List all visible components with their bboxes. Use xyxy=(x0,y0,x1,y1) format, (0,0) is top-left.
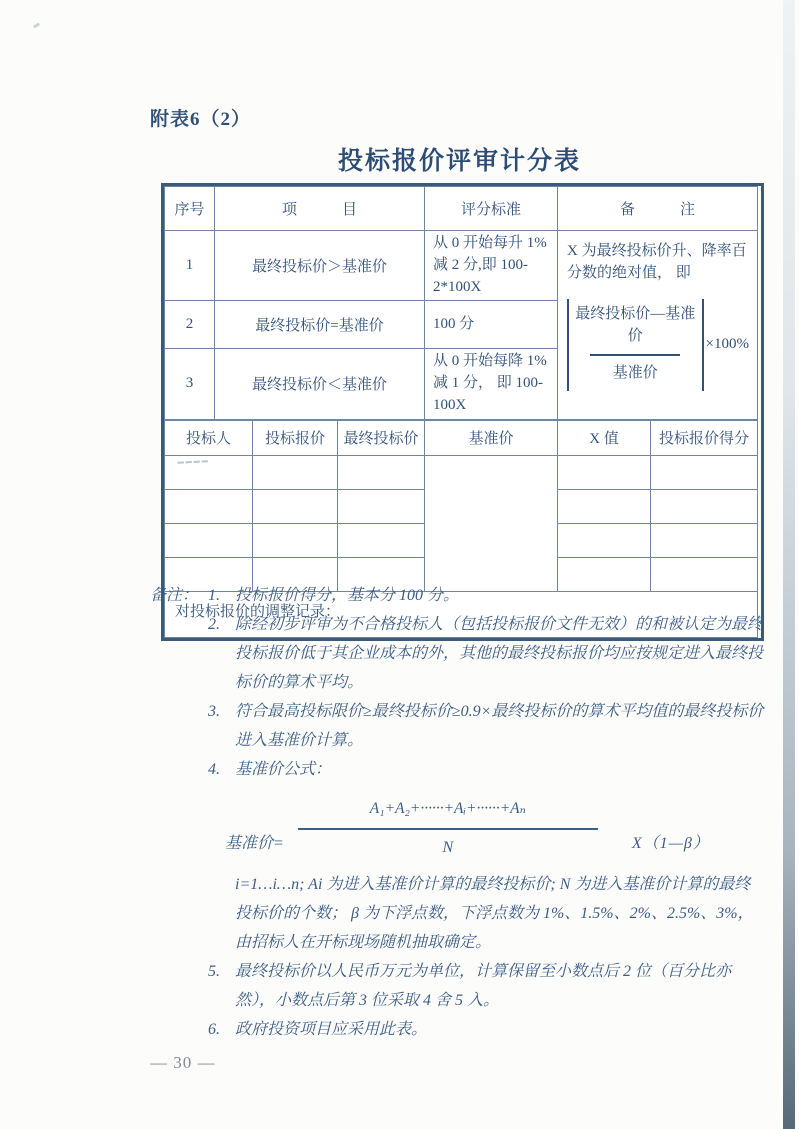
header-bid-price: 投标报价 xyxy=(253,420,338,455)
formula-explanation: i=1…i…n; Ai 为进入基准价计算的最终投标价; N 为进入基准价计算的最终投标价的个数； β 为下浮点数，下浮点数为 1%、1.5%、2%、2.5%、3%，由招标人在开标现场随机抽取确定。 xyxy=(235,876,754,951)
remark-cell xyxy=(558,231,758,420)
fraction-denominator: 基准价 xyxy=(612,365,658,382)
criteria-cell: 100 分 xyxy=(425,301,558,349)
note-number: 1. xyxy=(208,587,220,604)
header-final-bid-price: 最终投标价 xyxy=(338,420,425,455)
annex-label: 附表6（2） xyxy=(150,109,252,130)
note-item xyxy=(150,697,764,755)
note-number: 6. xyxy=(208,1021,220,1038)
remark-fraction xyxy=(569,304,702,385)
seq-cell: 1 xyxy=(165,231,215,301)
bid-price-cell xyxy=(253,523,338,557)
note-item xyxy=(150,755,764,784)
formula-fraction xyxy=(298,794,598,862)
note-item xyxy=(150,957,764,1015)
final-bid-price-cell xyxy=(338,523,425,557)
adjust-record-label: 对投标报价的调整记录： xyxy=(165,591,758,637)
seq-cell: 3 xyxy=(165,349,215,419)
header-x-value: X 值 xyxy=(558,420,651,455)
note-text: 除经初步评审为不合格投标人（包括投标报价文件无效）的和被认定为最终投标报价低于其企业成本的外，其他的最终投标报价均应按规定进入最终投标价的算术平均。 xyxy=(235,616,764,691)
x-value-cell xyxy=(558,489,651,523)
bid-price-cell xyxy=(253,455,338,489)
bidder-cell xyxy=(165,455,253,489)
x-value-cell xyxy=(558,523,651,557)
note-item xyxy=(150,610,764,697)
item-cell: 最终投标价=基准价 xyxy=(215,301,425,349)
scan-speck xyxy=(33,22,41,28)
final-bid-price-cell xyxy=(338,489,425,523)
page-title: 投标报价评审计分表 xyxy=(337,148,581,175)
criteria-header-row xyxy=(165,187,758,231)
notes-section xyxy=(150,581,764,1044)
seq-cell: 2 xyxy=(165,301,215,349)
bid-score-cell xyxy=(651,455,758,489)
header-bid-score: 投标报价得分 xyxy=(651,420,758,455)
note-text: 投标报价得分，基本分 100 分。 xyxy=(235,587,460,604)
remark-intro: X 为最终投标价升、降率百分数的绝对值， 即 xyxy=(567,243,747,281)
header-item: 项 目 xyxy=(215,187,425,231)
remark-formula xyxy=(567,297,749,393)
fraction-numerator: 最终投标价—基准价 xyxy=(575,305,696,344)
criteria-row-1 xyxy=(165,231,758,301)
final-bid-price-cell xyxy=(338,455,425,489)
bidder-cell xyxy=(165,523,253,557)
bid-score-cell xyxy=(651,489,758,523)
bidder-cell xyxy=(165,489,253,523)
bid-row xyxy=(165,455,758,489)
note-text: 符合最高投标限价≥最终投标价≥0.9×最终投标价的算术平均值的最终投标价进入基准价计算。 xyxy=(235,703,764,749)
evaluation-table xyxy=(161,183,764,641)
item-cell: 最终投标价＜基准价 xyxy=(215,349,425,419)
abs-bar-right xyxy=(702,299,704,391)
pencil-smudge-mark xyxy=(178,460,208,472)
criteria-cell: 从 0 开始每降 1%减 1 分， 即 100-100X xyxy=(425,349,558,419)
scan-edge-shadow xyxy=(783,0,795,1129)
base-price-merged-cell xyxy=(425,455,558,591)
fraction-suffix: ×100% xyxy=(705,335,749,352)
fraction-line xyxy=(590,354,680,356)
notes-label: 备注： xyxy=(150,587,199,604)
page-number: — 30 — xyxy=(150,1053,216,1072)
note-text: 最终投标价以人民币万元为单位，计算保留至小数点后 2 位（百分比亦然），小数点后第 3 位采取 4 舍 5 入。 xyxy=(235,963,732,1009)
note-text: 政府投资项目应采用此表。 xyxy=(235,1021,428,1038)
note-number: 3. xyxy=(208,703,220,720)
header-remark: 备 注 xyxy=(558,187,758,231)
header-seq: 序号 xyxy=(165,187,215,231)
header-bidder: 投标人 xyxy=(165,420,253,455)
note-item xyxy=(150,581,764,610)
formula-rhs: X（1—β） xyxy=(631,835,710,852)
note-number: 4. xyxy=(208,761,220,778)
x-value-cell xyxy=(558,455,651,489)
scoring-criteria-table xyxy=(164,186,758,420)
bid-price-cell xyxy=(253,489,338,523)
formula-denominator: N xyxy=(442,839,454,856)
formula-numerator: A₁+A₂+······+Aᵢ+······+Aₙ xyxy=(298,794,598,830)
note-number: 2. xyxy=(208,616,220,633)
note-text: 基准价公式： xyxy=(235,761,332,778)
header-criteria: 评分标准 xyxy=(425,187,558,231)
note-number: 5. xyxy=(208,963,220,980)
bid-header-row xyxy=(165,420,758,455)
item-cell: 最终投标价＞基准价 xyxy=(215,231,425,301)
formula-lhs: 基准价= xyxy=(225,835,284,852)
bid-score-cell xyxy=(651,523,758,557)
header-base-price: 基准价 xyxy=(425,420,558,455)
note-item xyxy=(150,1015,764,1044)
criteria-cell: 从 0 开始每升 1%减 2 分,即 100-2*100X xyxy=(425,231,558,301)
base-price-formula xyxy=(225,794,764,862)
